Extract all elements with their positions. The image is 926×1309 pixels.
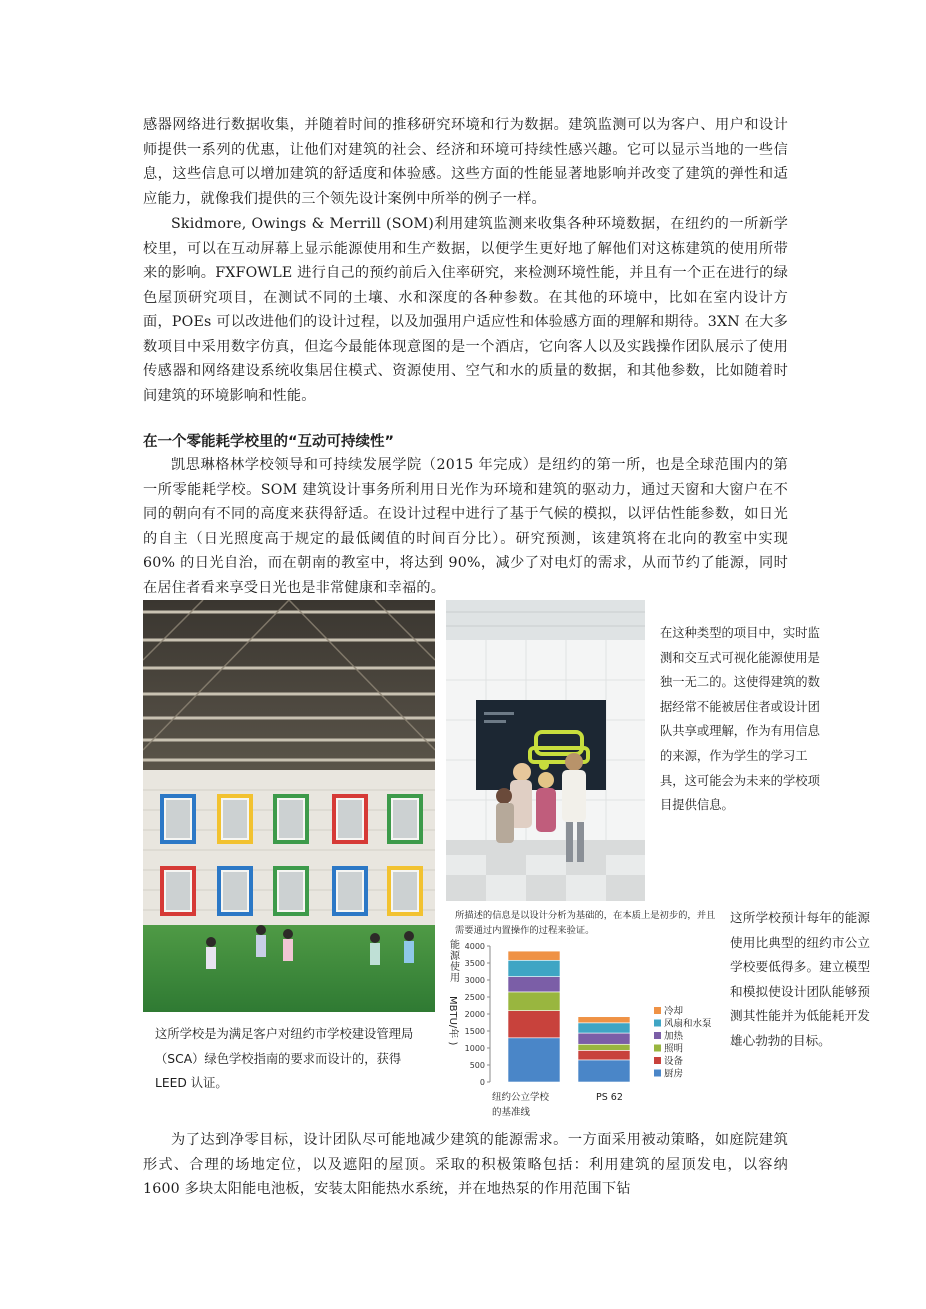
bar-segment [508,960,560,976]
y-tick-label: 2500 [464,993,485,1002]
bar-segment [508,992,560,1011]
screen-photo-caption: 在这种类型的项目中，实时监测和交互式可视化能源使用是独一无二的。这使得建筑的数据经常不能被居住者或设计团队共享或理解，作为有用信息的来源，作为学生的学习工具，这可能会为未来的学校项目提供信息。 [660,626,820,813]
bar-segment [578,1044,630,1050]
y-tick-label: 4000 [464,942,485,951]
bar-segment [508,1038,560,1082]
legend-label: 冷却 [664,1006,684,1017]
y-axis-unit-label: MBTU/年 ) [447,996,458,1046]
legend-label: 设备 [664,1056,684,1067]
energy-use-chart [446,936,726,1124]
y-axis-label-char: 使 [450,962,460,973]
bar-segment [578,1017,630,1023]
body-paragraph-1: 感器网络进行数据收集，并随着时间的推移研究环境和行为数据。建筑监测可以为客户、用户和设计师提供一系列的优惠，让他们对建筑的社会、经济和环境可持续性感兴趣。它可以显示当地的一些信息，这些信息可以增加建筑的舒适度和体验感。这些方面的性能显著地影响并改变了建筑的弹性和适应能力，就像我们提供的三个领先设计案例中所举的例子一样。 [143,117,788,207]
bar-segment [578,1033,630,1044]
y-tick-label: 3000 [464,976,485,985]
legend-label: 厨房 [664,1068,684,1080]
y-axis-label-char: 能 [450,940,460,951]
y-tick-label: 1000 [464,1044,485,1053]
x-category-label: 的基准线 [492,1107,531,1118]
legend-swatch [654,1032,661,1039]
legend-swatch [654,1057,661,1064]
y-tick-label: 2000 [464,1010,485,1019]
y-tick-label: 500 [469,1061,485,1070]
y-axis-label-char: 源 [450,951,460,962]
bar-segment [578,1050,630,1060]
legend-swatch [654,1007,661,1014]
school-exterior-photo [143,600,435,1012]
school-photo-caption: 这所学校是为满足客户对纽约市学校建设管理局（SCA）绿色学校指南的要求而设计的，获得 LEED 认证。 [155,1027,414,1091]
legend-label: 照明 [664,1043,684,1055]
chart-side-caption: 这所学校预计每年的能源使用比典型的纽约市公立学校要低得多。建立模型和模拟使设计团队能够预测其性能并为低能耗开发雄心勃勃的目标。 [730,910,870,1048]
y-tick-label: 0 [479,1078,485,1087]
legend-label: 风扇和水泵 [664,1018,712,1030]
bar-segment [508,1011,560,1038]
y-tick-label: 1500 [464,1027,485,1036]
y-tick-label: 3500 [464,959,485,968]
legend-swatch [654,1045,661,1052]
legend-label: 加热 [664,1031,684,1042]
bar-segment [508,951,560,960]
x-category-label: PS 62 [596,1092,623,1103]
x-category-label: 纽约公立学校 [492,1092,550,1103]
legend-swatch [654,1070,661,1077]
y-axis-label-char: 用 [450,973,460,984]
legend-swatch [654,1020,661,1027]
interactive-screen-photo [446,600,645,901]
bar-segment [578,1060,630,1082]
body-paragraph-3: 凯思琳格林学校领导和可持续发展学院（2015 年完成）是纽约的第一所，也是全球范围内的第一所零能耗学校。SOM 建筑设计事务所利用日光作为环境和建筑的驱动力，通过天窗和大窗户在不同的朝向有不同的高度来获得舒适。在设计过程中进行了基于气候的模拟，以评估性能参数，如日光的自主（日光照度高于规定的最低阈值的时间百分比）。研究预测，该建筑将在北向的教室中实现 60% 的日光自治，而在朝南的教室中，将达到 90%，减少了对电灯的需求，从而节约了能源，同时在居住者看来享受日光也是非常健康和幸福的。 [143,457,788,596]
section-heading: 在一个零能耗学校里的“互动可持续性” [143,434,395,450]
body-paragraph-4: 为了达到净零目标，设计团队尽可能地减少建筑的能源需求。一方面采用被动策略，如庭院建筑形式、合理的场地定位，以及遮阳的屋顶。采取的积极策略包括：利用建筑的屋顶发电，以容纳 1600 多块太阳能电池板，安装太阳能热水系统，并在地热泵的作用范围下钻 [143,1132,788,1197]
bar-segment [578,1023,630,1033]
chart-disclaimer-note: 所描述的信息是以设计分析为基础的，在本质上是初步的，并且需要通过内置操作的过程来验证。 [455,910,716,936]
bar-segment [508,977,560,992]
body-paragraph-2: Skidmore, Owings & Merrill (SOM)利用建筑监测来收集各种环境数据，在纽约的一所新学校里，可以在互动屏幕上显示能源使用和生产数据，以便学生更好地了解他们对这栋建筑的使用所带来的影响。FXFOWLE 进行自己的预约前后入住率研究，来检测环境性能，并且有一个正在进行的绿色屋顶研究项目，在测试不同的土壤、水和深度的各种参数。在其他的环境中，比如在室内设计方面，POEs 可以改进他们的设计过程，以及加强用户适应性和体验感方面的理解和期待。3XN 在大多数项目中采用数字仿真，但迄今最能体现意图的是一个酒店，它向客人以及实践操作团队展示了使用传感器和网络建设系统收集居住模式、资源使用、空气和水的质量的数据，和其他参数，比如随着时间建筑的环境影响和性能。 [143,216,788,404]
